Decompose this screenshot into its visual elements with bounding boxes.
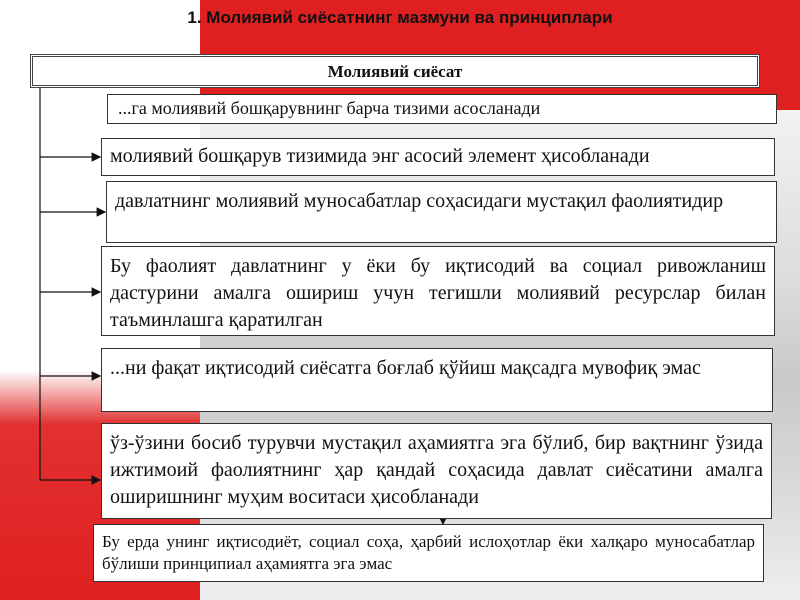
item-box-2: молиявий бошқарув тизимида энг асосий элемент ҳисобланади xyxy=(101,138,775,176)
item-box-6: ўз-ўзини босиб турувчи мустақил аҳамиятга эга бўлиб, бир вақтнинг ўзида ижтимоий фаолиятнинг ҳар қандай соҳасида давлат сиёсатини амалга оширишнинг муҳим воситаси ҳисобланади xyxy=(101,423,772,519)
slide-title: 1. Молиявий сиёсатнинг мазмуни ва принциплари xyxy=(187,8,613,27)
item-box-3: давлатнинг молиявий муносабатлар соҳасидаги мустақил фаолиятидир xyxy=(106,181,777,243)
item-box-4: Бу фаолият давлатнинг у ёки бу иқтисодий ва социал ривожланиш дастурини амалга ошириш учун тегишли молиявий ресурслар билан таъминлашга қаратилган xyxy=(101,246,775,336)
item-box-5: ...ни фақат иқтисодий сиёсатга боғлаб қўйиш мақсадга мувофиқ эмас xyxy=(101,348,773,412)
note-box: Бу ерда унинг иқтисодиёт, социал соҳа, ҳарбий ислоҳотлар ёки халқаро муносабатлар бўлиши принципиал аҳамиятга эга эмас xyxy=(93,524,764,582)
header-box: Молиявий сиёсат xyxy=(30,54,760,88)
item-box-1: ...га молиявий бошқарувнинг барча тизими асосланади xyxy=(107,94,777,124)
